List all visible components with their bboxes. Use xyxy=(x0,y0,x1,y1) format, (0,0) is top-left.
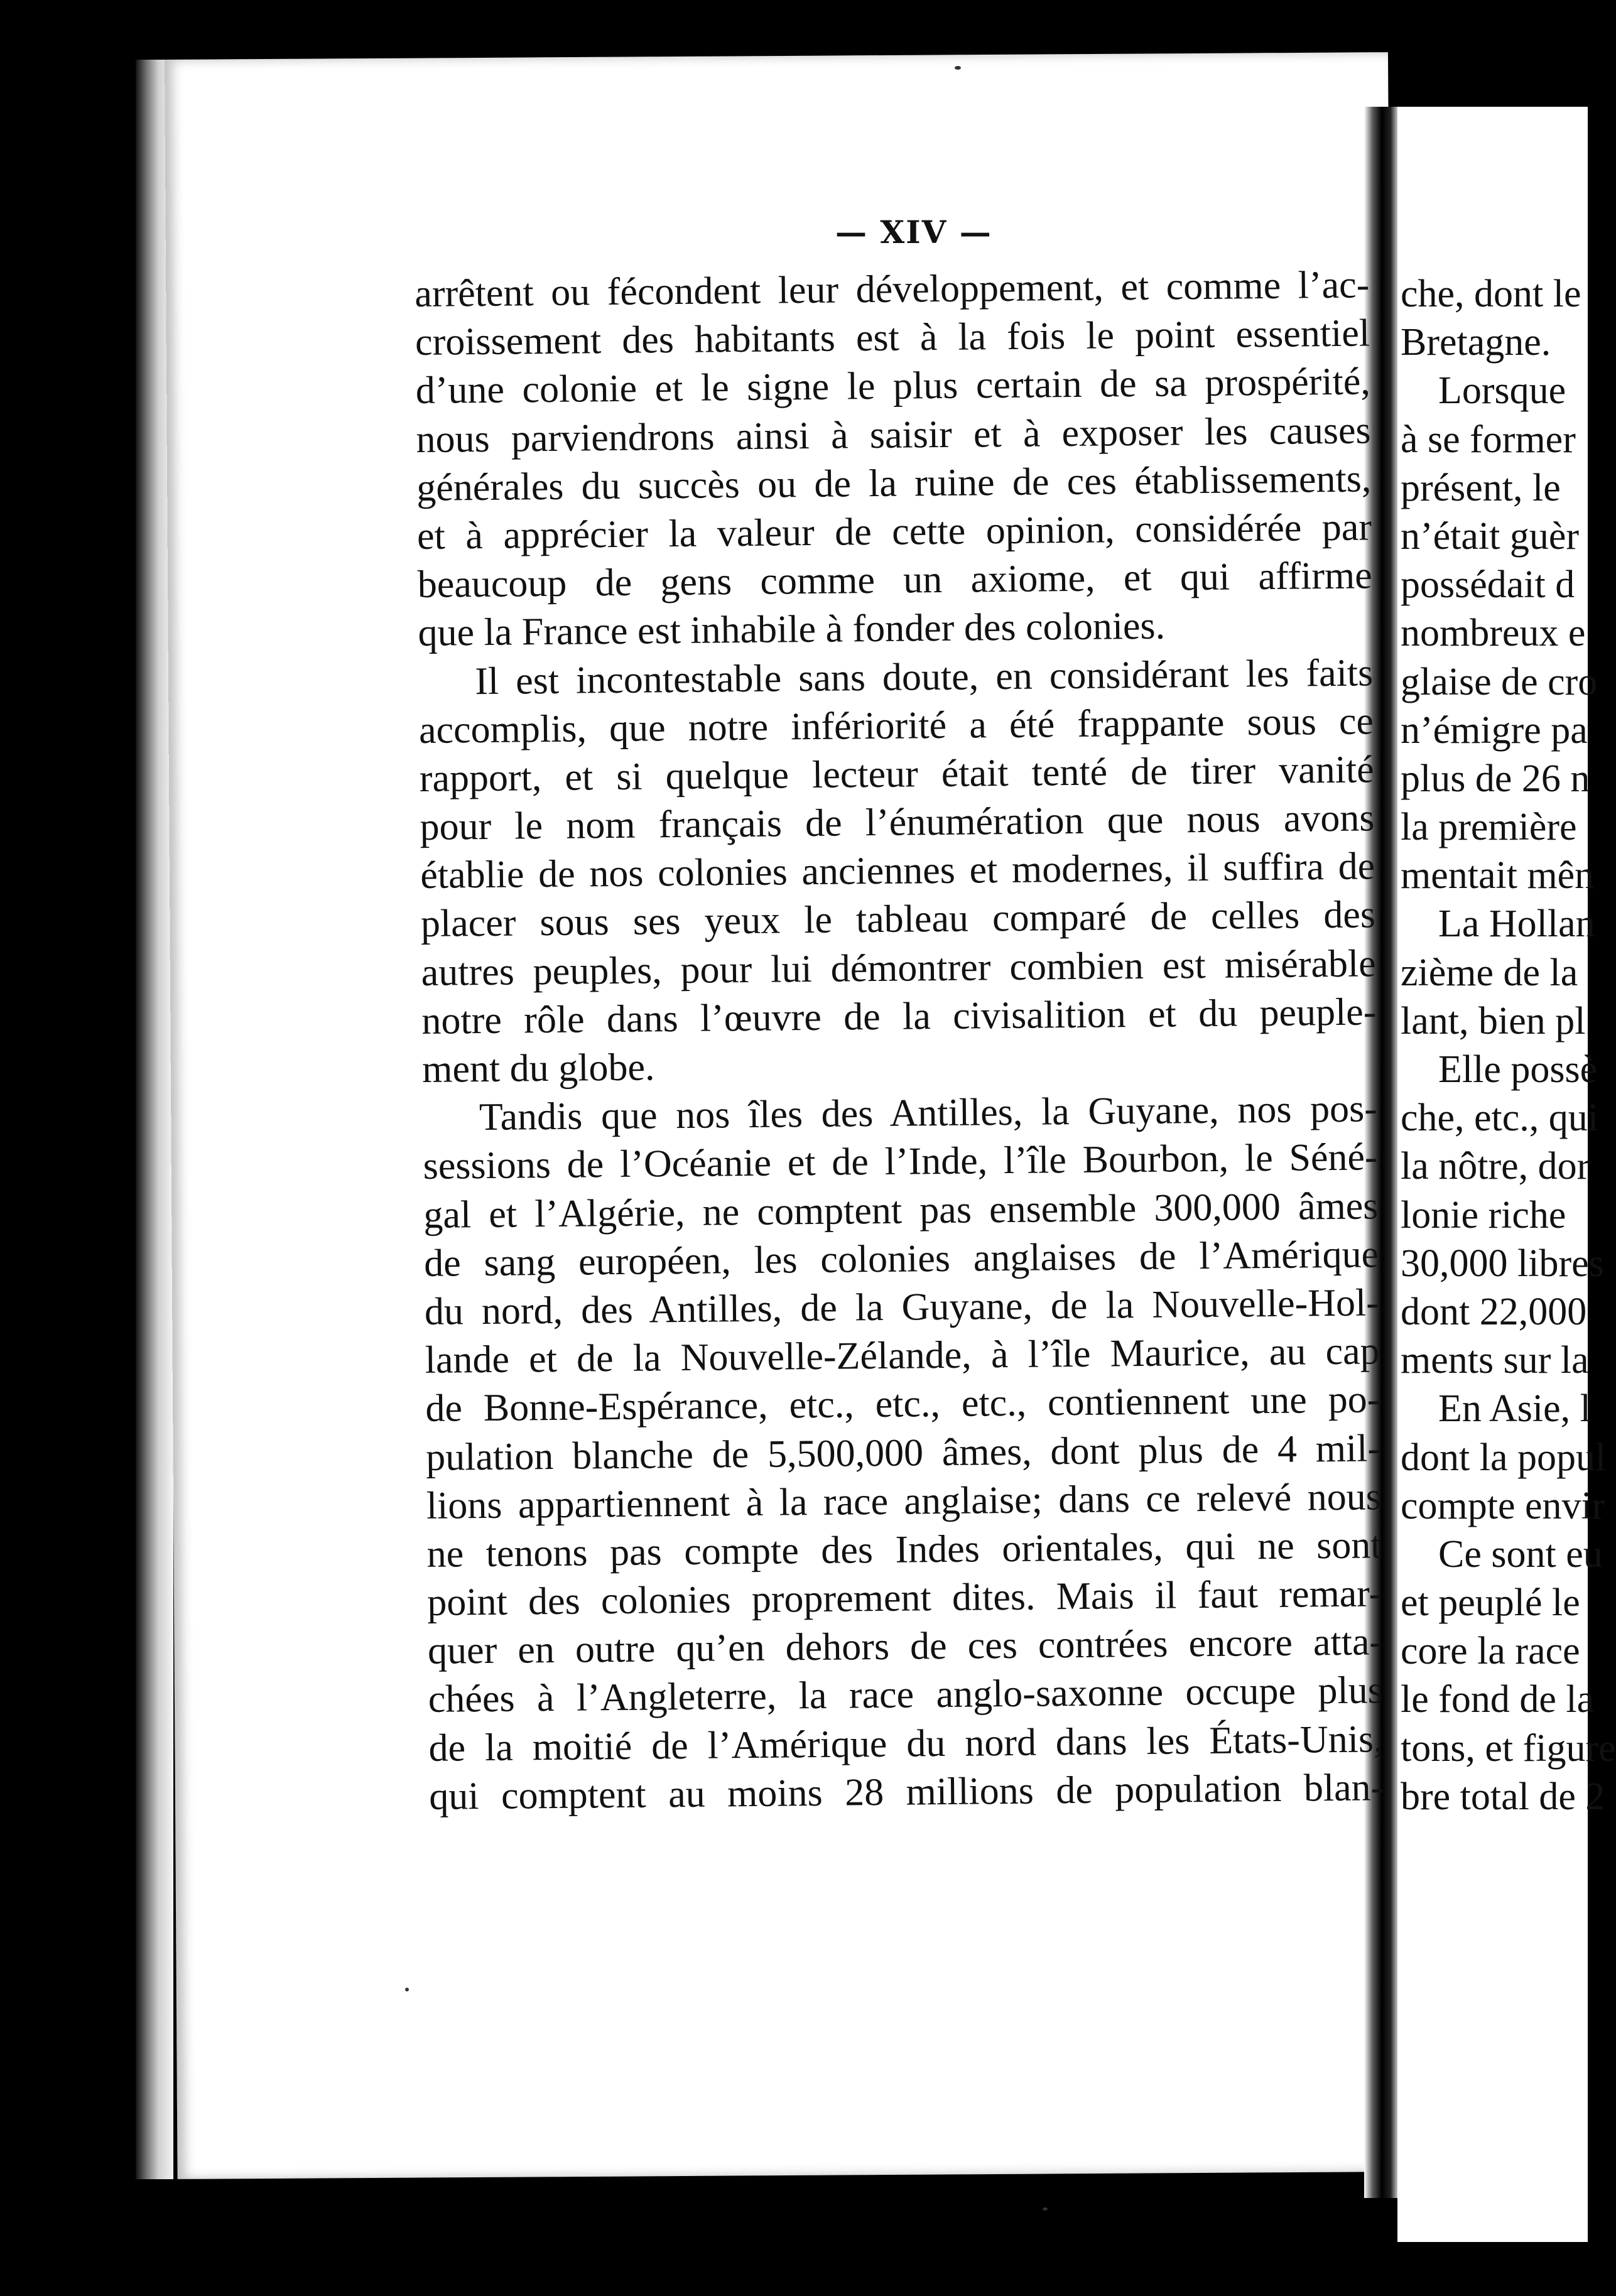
facing-page-text-line: à se former xyxy=(1401,418,1576,461)
facing-page-text-line: ments sur la xyxy=(1401,1339,1589,1382)
text-line: ne tenons pas compte des Indes orientales, qui ne sont xyxy=(426,1524,1382,1576)
facing-page-text-line: zième de la xyxy=(1401,951,1578,994)
facing-page-text-line: plus de 26 n xyxy=(1401,757,1590,800)
text-line: générales du succès ou de la ruine de ces établissements, xyxy=(416,457,1372,509)
text-line: chées à l’Angleterre, la race anglo-saxonne occupe plus xyxy=(428,1669,1384,1721)
facing-page-text-line: Bretagne. xyxy=(1401,321,1551,364)
text-line: pulation blanche de 5,500,000 âmes, dont plus de 4 mil- xyxy=(425,1426,1381,1479)
facing-page-text-line: 30,000 libres xyxy=(1401,1242,1604,1285)
facing-page-text-line: lant, bien pl xyxy=(1401,999,1586,1042)
text-line: et à apprécier la valeur de cette opinion, considérée par xyxy=(416,506,1372,558)
text-line: Il est incontestable sans doute, en considérant les faits xyxy=(474,651,1374,703)
facing-page-text-line: et peuplé le xyxy=(1401,1581,1580,1625)
facing-page-text-line: la première xyxy=(1401,806,1577,849)
text-line: autres peuples, pour lui démontrer combien est misérable xyxy=(421,941,1376,994)
text-line: pour le nom français de l’énumération que nous avons xyxy=(420,796,1375,849)
text-line: de la moitié de l’Amérique du nord dans les États-Unis, xyxy=(428,1717,1384,1770)
text-line: établie de nos colonies anciennes et modernes, il suffira de xyxy=(420,845,1375,897)
text-line: quer en outre qu’en dehors de ces contrées encore atta- xyxy=(427,1620,1383,1673)
facing-page-text-line: dont la popul xyxy=(1401,1436,1607,1479)
text-line: accomplis, que notre infériorité a été frappante sous ce xyxy=(418,700,1374,752)
text-line: qui comptent au moins 28 millions de population blan- xyxy=(429,1766,1384,1818)
text-line: beaucoup de gens comme un axiome, et qui affirme xyxy=(417,554,1373,607)
facing-page-text-line: tons, et figure xyxy=(1401,1726,1616,1770)
facing-page-text-line: possédait d xyxy=(1401,563,1575,607)
facing-page-text-line: Lorsque xyxy=(1438,369,1566,413)
text-line: lions appartiennent à la race anglaise; dans ce relevé nous xyxy=(426,1475,1382,1527)
facing-page-text-line: mentait mên xyxy=(1401,854,1595,897)
facing-page-text-line: n’était guèr xyxy=(1401,514,1580,558)
page-number: — XIV — xyxy=(835,214,992,251)
text-line: ment du globe. xyxy=(421,1046,655,1091)
facing-page-text-line: présent, le xyxy=(1401,466,1561,509)
text-line: croissement des habitants est à la fois le point essentiel xyxy=(415,311,1370,364)
left-page-text xyxy=(415,261,1384,1821)
facing-page-text-line: glaise de cro xyxy=(1401,660,1598,703)
scan-speck xyxy=(1043,2207,1048,2211)
facing-page-text-line: n’émigre pa xyxy=(1401,708,1588,752)
text-line: nous parviendrons ainsi à saisir et à exposer les causes xyxy=(416,408,1371,461)
facing-page-text-line: core la race xyxy=(1401,1630,1580,1673)
text-line: notre rôle dans l’œuvre de la civisalition et du peuple- xyxy=(421,990,1377,1042)
scan-speck xyxy=(955,66,961,70)
text-line: arrêtent ou fécondent leur développement, et comme l’ac- xyxy=(415,263,1370,315)
scan-speck xyxy=(405,1988,409,1991)
text-line: de Bonne-Espérance, etc., etc., etc., contiennent une po- xyxy=(425,1378,1380,1431)
text-line: rapport, et si quelque lecteur était tenté de tirer vanité xyxy=(419,748,1375,800)
text-line: Tandis que nos îles des Antilles, la Guyane, nos pos- xyxy=(479,1087,1378,1139)
facing-page-text-line: Ce sont eu xyxy=(1438,1532,1603,1576)
facing-page-text-line: compte envir xyxy=(1401,1484,1605,1527)
facing-page-text-line: che, etc., qui xyxy=(1401,1097,1599,1140)
text-line: gal et l’Algérie, ne comptent pas ensemble 300,000 âmes xyxy=(423,1184,1379,1237)
facing-page-text-line: nombreux e xyxy=(1401,612,1586,655)
facing-page-text-line: che, dont le xyxy=(1401,273,1581,315)
text-line: sessions de l’Océanie et de l’Inde, l’île Bourbon, le Séné- xyxy=(423,1135,1378,1188)
facing-page-text-line: Elle possè xyxy=(1438,1048,1598,1091)
text-line: point des colonies proprement dites. Mais il faut remar- xyxy=(427,1572,1382,1624)
facing-page-text-line: le fond de la xyxy=(1401,1678,1595,1721)
facing-page-text-line: lonie riche xyxy=(1401,1193,1566,1237)
text-line: lande et de la Nouvelle-Zélande, à l’île Maurice, au cap xyxy=(425,1329,1380,1382)
facing-page-text-line: En Asie, l xyxy=(1438,1387,1591,1431)
facing-page-text-line: La Hollan xyxy=(1438,902,1595,946)
facing-page-text-line: bre total de 2 xyxy=(1401,1775,1605,1818)
text-line: d’une colonie et le signe le plus certain de sa prospérité, xyxy=(415,360,1371,413)
text-line: de sang européen, les colonies anglaises de l’Amérique xyxy=(423,1233,1379,1285)
facing-page-text-line: la nôtre, dor xyxy=(1401,1145,1590,1188)
text-line: que la France est inhabile à fonder des colonies. xyxy=(418,604,1166,655)
text-line: placer sous ses yeux le tableau comparé de celles des xyxy=(420,893,1376,946)
text-line: du nord, des Antilles, de la Guyane, de la Nouvelle-Hol- xyxy=(424,1281,1380,1333)
right-page-text xyxy=(1401,270,1616,1821)
facing-page-text-line: dont 22,000 xyxy=(1401,1290,1587,1333)
